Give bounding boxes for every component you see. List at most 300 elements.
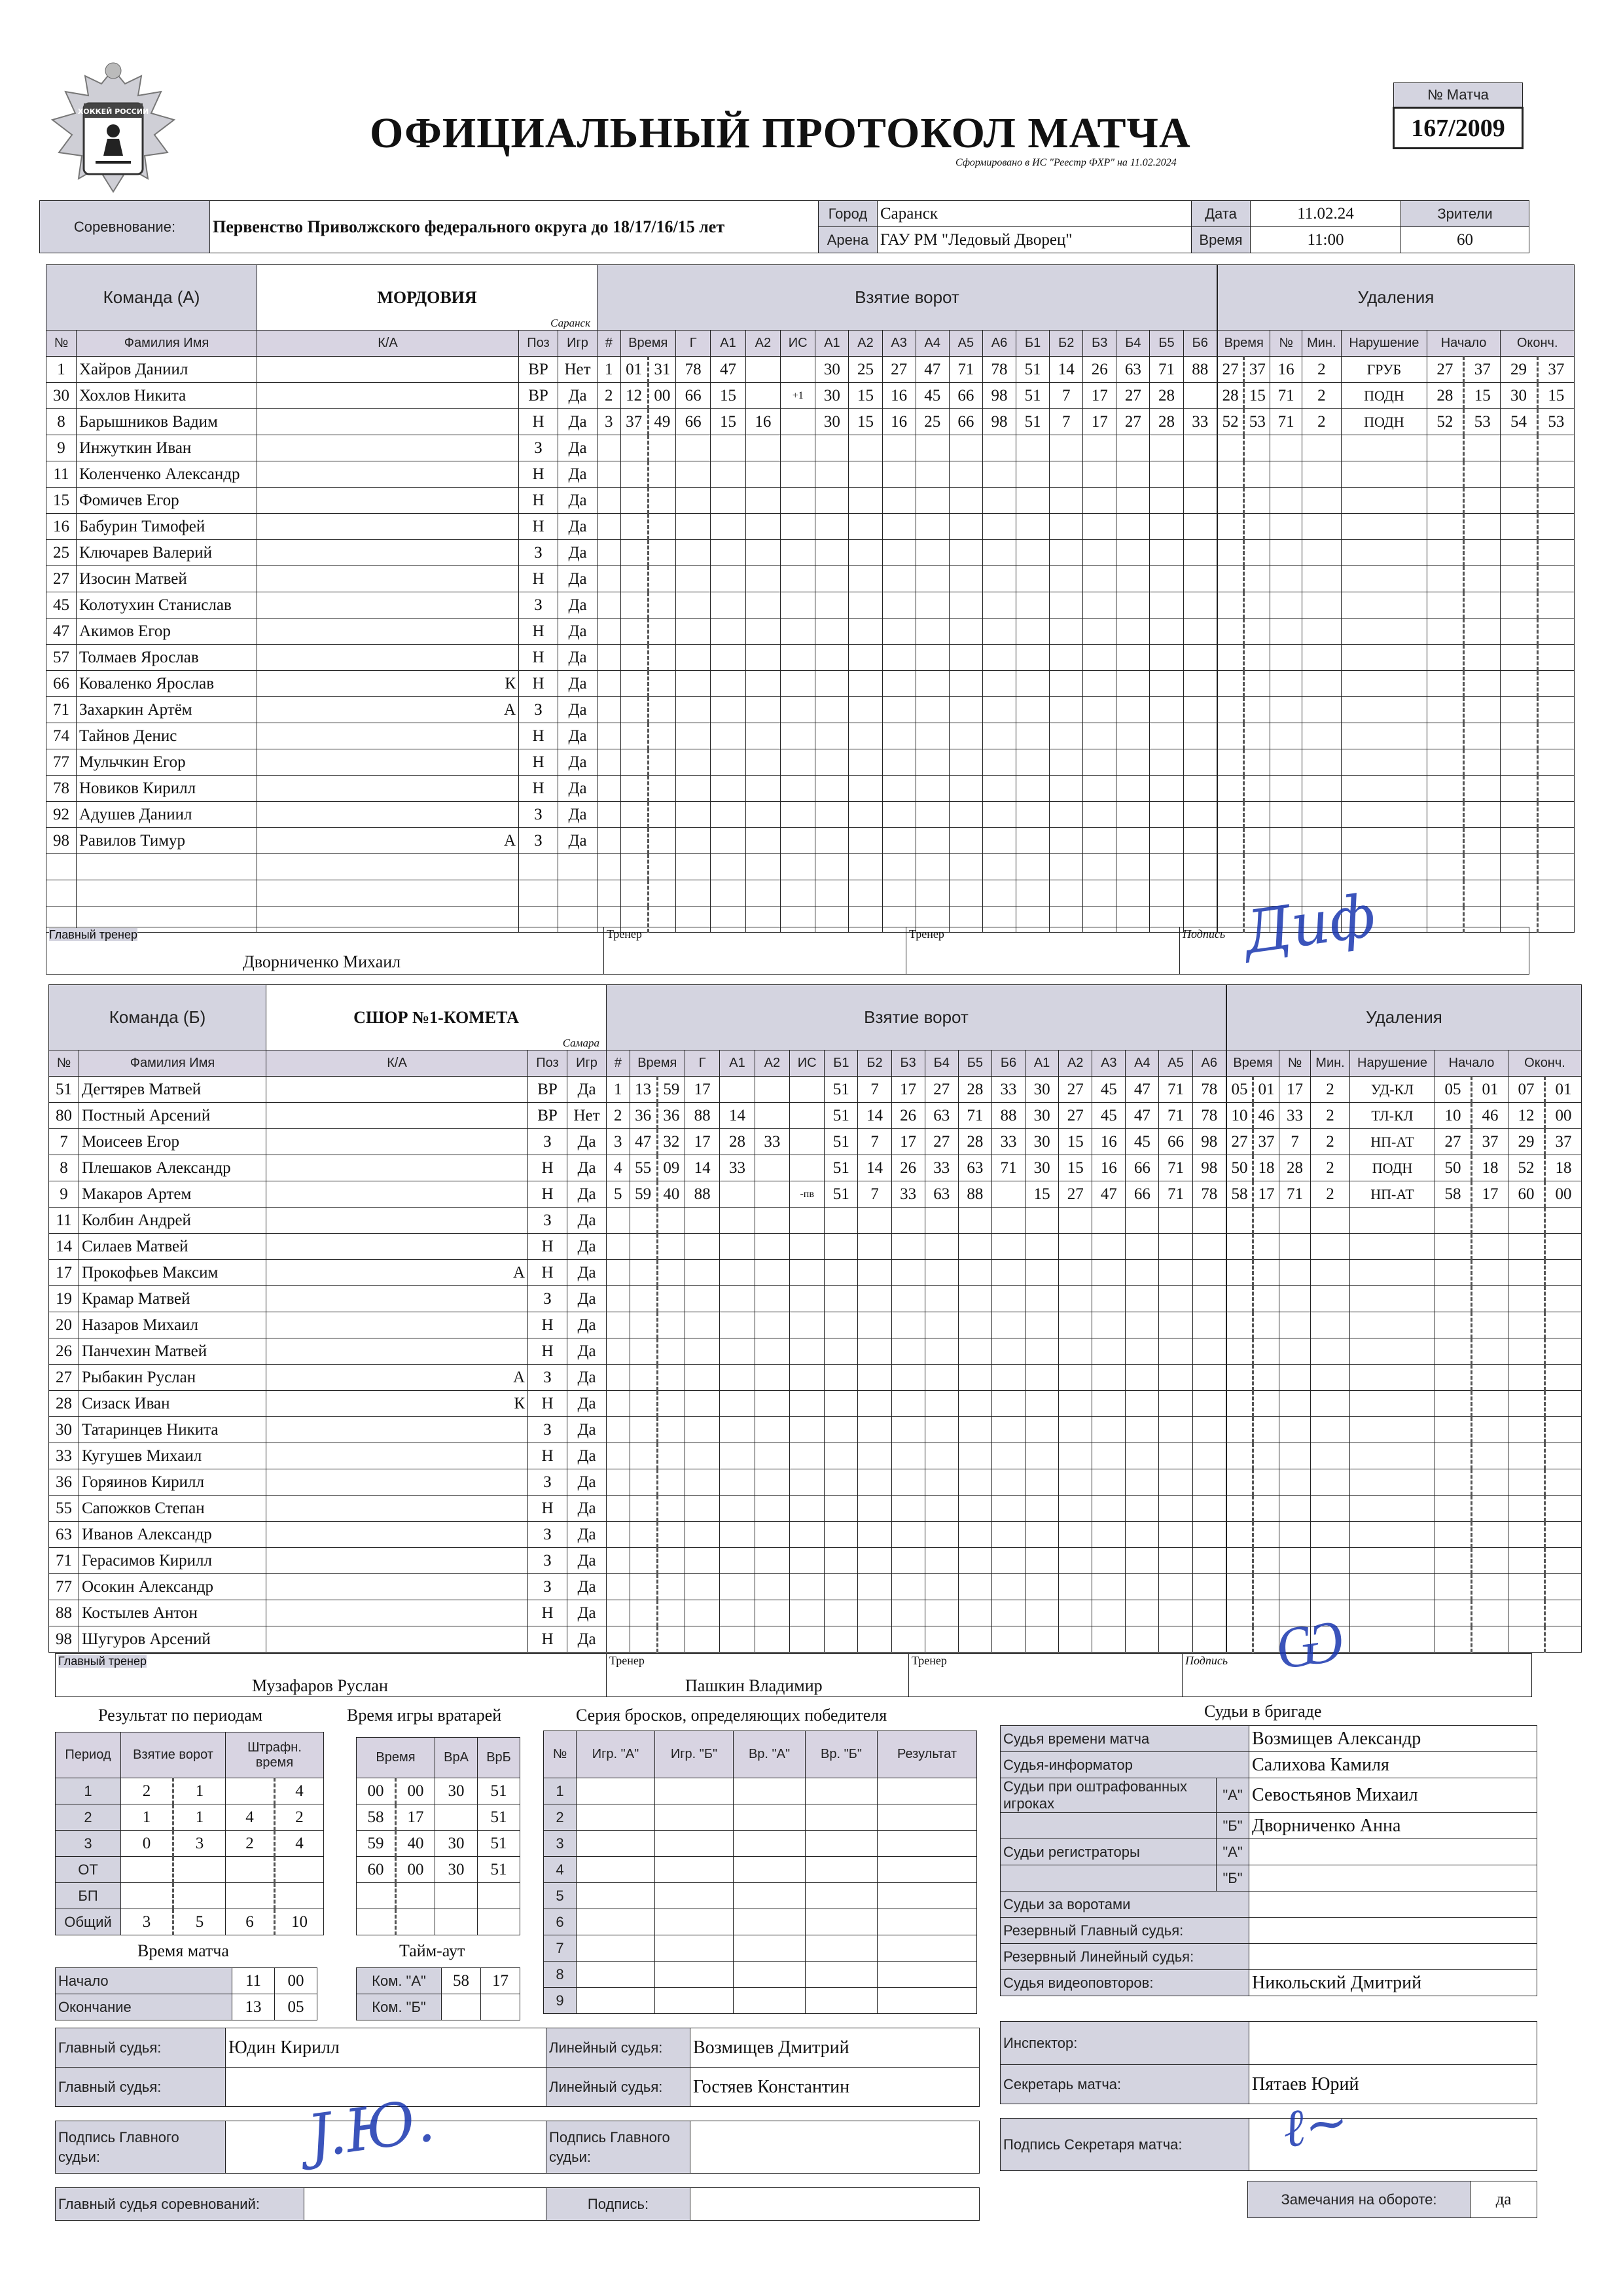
goal-empty-cell <box>891 1548 925 1574</box>
penalty-empty-cell <box>1350 1548 1435 1574</box>
penalty-row <box>1218 619 1575 645</box>
goal-empty-cell <box>858 1496 891 1522</box>
official-name <box>1249 1865 1537 1892</box>
player-name: Назаров Михаил <box>79 1312 266 1338</box>
official-label: Судья времени матча <box>1001 1726 1249 1752</box>
penalty-end-sec: 01 <box>1545 1077 1582 1103</box>
goal-empty-cell <box>630 1417 657 1443</box>
period-goals-b: 5 <box>173 1909 226 1935</box>
penalty-empty-cell <box>1311 1443 1350 1469</box>
goalie-b: 51 <box>478 1857 520 1883</box>
penalty-empty-cell <box>1435 1365 1472 1391</box>
goal-empty-cell <box>781 802 815 828</box>
penalty-empty-cell <box>1279 1496 1311 1522</box>
player-role <box>266 1181 528 1208</box>
period-goals-b: 1 <box>173 1804 226 1831</box>
official-row <box>1001 1918 1537 1944</box>
goal-opp-ice-player: 17 <box>1083 409 1116 435</box>
goalies-title: Время игры вратарей <box>347 1706 502 1725</box>
penalty-empty-cell <box>1435 1208 1472 1234</box>
goal-empty-cell <box>1092 1234 1126 1260</box>
goal-minute: 59 <box>630 1181 657 1208</box>
goal-empty-cell <box>1083 749 1116 776</box>
goal-opp-ice-header: Б6 <box>1183 331 1217 357</box>
goal-empty-cell <box>630 1338 657 1365</box>
goal-empty-cell <box>1092 1443 1126 1469</box>
goal-empty-cell <box>620 435 648 461</box>
penalty-empty-cell <box>1508 1574 1545 1600</box>
shootout-empty-cell <box>806 1883 878 1909</box>
main-referee-1-label: Главный судья: <box>56 2028 226 2068</box>
penalty-empty-cell <box>1501 776 1537 802</box>
penalty-empty-cell <box>1253 1312 1279 1338</box>
goal-empty-cell <box>1026 1443 1059 1469</box>
team-a-name-text: МОРДОВИЯ <box>377 287 477 307</box>
penalty-empty-cell <box>1244 514 1270 540</box>
goal-empty-cell <box>720 1312 755 1338</box>
official-name: Никольский Дмитрий <box>1249 1970 1537 1996</box>
goal-opp-ice-player: 71 <box>1159 1077 1192 1103</box>
goal-empty-cell <box>1150 749 1183 776</box>
goal-empty-cell <box>1083 854 1116 880</box>
goal-empty-cell <box>720 1443 755 1469</box>
goal-opp-ice-header: Б1 <box>1016 331 1050 357</box>
goal-empty-cell <box>1159 1208 1192 1234</box>
goal-empty-cell <box>597 488 621 514</box>
player-played: Да <box>558 514 597 540</box>
player-position: З <box>519 802 558 828</box>
goal-opp-ice-header: А1 <box>1026 1050 1059 1077</box>
penalty-empty-cell <box>1537 566 1574 592</box>
penalty-empty-cell <box>1270 749 1302 776</box>
penalty-empty-cell <box>1350 1234 1435 1260</box>
penalty-empty-cell <box>1435 1469 1472 1496</box>
goal-empty-cell <box>1150 461 1183 488</box>
goal-empty-cell <box>916 461 949 488</box>
goal-empty-cell <box>790 1522 825 1548</box>
goal-on-ice-player: 26 <box>891 1103 925 1129</box>
goal-empty-cell <box>882 592 916 619</box>
goal-empty-cell <box>1026 1574 1059 1600</box>
goal-empty-cell <box>1092 1338 1126 1365</box>
goal-situation-header: ИС <box>790 1050 825 1077</box>
team-a-player-row <box>46 357 597 383</box>
penalty-end-header: Оконч. <box>1501 331 1575 357</box>
penalty-row <box>1218 645 1575 671</box>
penalty-empty-cell <box>1545 1548 1582 1574</box>
goal-empty-cell <box>1150 540 1183 566</box>
goal-num-header: # <box>607 1050 630 1077</box>
penalty-empty-cell <box>1545 1208 1582 1234</box>
match-time-table <box>55 1967 317 2020</box>
goal-empty-cell <box>607 1522 630 1548</box>
penalty-empty-cell <box>1302 671 1341 697</box>
player-position: З <box>528 1574 567 1600</box>
penalty-empty-cell <box>1244 671 1270 697</box>
shootout-empty-cell <box>734 1935 806 1962</box>
penalty-empty-cell <box>1427 723 1463 749</box>
penalty-empty-cell <box>1270 435 1302 461</box>
player-number: 8 <box>46 409 77 435</box>
match-info-table <box>39 200 1529 253</box>
goal-empty-cell <box>745 854 780 880</box>
player-role <box>257 357 519 383</box>
penalty-empty-cell <box>1253 1208 1279 1234</box>
penalty-empty-cell <box>1218 749 1244 776</box>
goal-opp-ice-player: 30 <box>1026 1077 1059 1103</box>
team-a-player-row <box>46 540 597 566</box>
period-header: Период <box>56 1732 121 1778</box>
goal-empty-cell <box>891 1365 925 1391</box>
goal-empty-cell <box>597 776 621 802</box>
goal-empty-cell <box>620 776 648 802</box>
goal-assist1 <box>720 1181 755 1208</box>
goal-empty-cell <box>991 1600 1025 1626</box>
goal-empty-cell <box>676 671 711 697</box>
penalty-empty-cell <box>1342 619 1427 645</box>
player-played: Да <box>567 1365 607 1391</box>
shootout-empty-cell <box>577 1831 655 1857</box>
player-number: 55 <box>49 1496 79 1522</box>
goal-empty-cell <box>1150 514 1183 540</box>
goal-empty-cell <box>825 1522 858 1548</box>
penalty-empty-cell <box>1537 802 1574 828</box>
shootout-empty-cell <box>806 1935 878 1962</box>
goal-empty-cell <box>1116 671 1150 697</box>
goal-second: 31 <box>648 357 675 383</box>
goal-empty-cell <box>1159 1286 1192 1312</box>
penalty-empty-cell <box>1427 802 1463 828</box>
penalty-empty-cell <box>1435 1338 1472 1365</box>
goal-on-ice-player: 14 <box>858 1103 891 1129</box>
goal-empty-cell <box>1026 1626 1059 1653</box>
goal-row <box>597 723 1217 749</box>
goal-empty-cell <box>620 723 648 749</box>
shootout-empty-cell <box>655 1962 734 1988</box>
goal-empty-cell <box>891 1469 925 1496</box>
goal-empty-cell <box>630 1522 657 1548</box>
goal-empty-cell <box>991 1208 1025 1234</box>
goal-empty-cell <box>1150 776 1183 802</box>
goal-opp-ice-player: 14 <box>1050 357 1083 383</box>
penalty-empty-cell <box>1302 802 1341 828</box>
penalty-minutes: 2 <box>1311 1181 1350 1208</box>
player-position: З <box>519 697 558 723</box>
goal-empty-cell <box>781 645 815 671</box>
penalty-empty-cell <box>1427 828 1463 854</box>
shootout-row <box>544 1909 977 1935</box>
shootout-empty-cell <box>655 1883 734 1909</box>
goal-empty-cell <box>620 514 648 540</box>
penalty-end-sec: 00 <box>1545 1181 1582 1208</box>
goal-empty-cell <box>657 1286 685 1312</box>
penalty-row <box>1227 1365 1582 1391</box>
roster-ka-header: К/А <box>266 1050 528 1077</box>
team-a-player-row <box>46 802 597 828</box>
goal-empty-cell <box>1159 1391 1192 1417</box>
secretary-signature: ℓ~ <box>1278 2090 1353 2160</box>
goal-empty-cell <box>825 1443 858 1469</box>
goal-empty-cell <box>790 1600 825 1626</box>
penalty-player: 71 <box>1270 383 1302 409</box>
goal-empty-cell <box>1116 645 1150 671</box>
goal-opp-ice-player: 71 <box>1159 1103 1192 1129</box>
shootout-empty-cell <box>655 1804 734 1831</box>
goal-second: 59 <box>657 1077 685 1103</box>
goal-empty-cell <box>858 1260 891 1286</box>
goal-empty-cell <box>685 1548 720 1574</box>
penalty-row <box>1227 1391 1582 1417</box>
player-number: 71 <box>49 1548 79 1574</box>
player-played: Да <box>558 409 597 435</box>
goal-empty-cell <box>982 802 1016 828</box>
penalty-empty-cell <box>1472 1338 1508 1365</box>
goal-empty-cell <box>657 1626 685 1653</box>
penalty-empty-cell <box>1350 1469 1435 1496</box>
goal-empty-cell <box>1183 854 1217 880</box>
goalie-a <box>435 1804 478 1831</box>
goal-empty-cell <box>1059 1338 1092 1365</box>
goal-empty-cell <box>620 697 648 723</box>
goal-empty-cell <box>916 435 949 461</box>
goal-on-ice-player: 88 <box>991 1103 1025 1129</box>
team-a-city: Саранск <box>550 317 591 329</box>
goal-empty-cell <box>676 723 711 749</box>
goal-empty-cell <box>676 802 711 828</box>
player-number: 30 <box>49 1417 79 1443</box>
goal-empty-cell <box>1026 1417 1059 1443</box>
player-played: Да <box>567 1208 607 1234</box>
player-number: 98 <box>49 1626 79 1653</box>
penalty-row <box>1218 671 1575 697</box>
player-name: Равилов Тимур <box>77 828 257 854</box>
goal-empty-cell <box>1016 488 1050 514</box>
competition-judge-label: Главный судья соревнований: <box>56 2188 304 2221</box>
goal-empty-cell <box>982 435 1016 461</box>
penalty-empty-cell <box>1311 1286 1350 1312</box>
goal-empty-cell <box>916 697 949 723</box>
penalty-player: 33 <box>1279 1103 1311 1129</box>
penalty-empty-cell <box>1311 1469 1350 1496</box>
penalty-empty-cell <box>1435 1260 1472 1286</box>
goal-situation <box>790 1155 825 1181</box>
goal-empty-cell <box>781 461 815 488</box>
penalty-empty-cell <box>1227 1312 1253 1338</box>
goal-empty-cell <box>676 488 711 514</box>
goal-scorer: 88 <box>685 1103 720 1129</box>
penalty-empty-cell <box>1279 1208 1311 1234</box>
goal-empty-cell <box>1092 1626 1126 1653</box>
goal-empty-cell <box>925 1443 958 1469</box>
player-name: Крамар Матвей <box>79 1286 266 1312</box>
penalty-empty-cell <box>1270 566 1302 592</box>
penalty-start-min: 50 <box>1435 1155 1472 1181</box>
goal-empty-cell <box>648 461 675 488</box>
goal-empty-cell <box>755 1548 789 1574</box>
signature-label: Подпись <box>1183 927 1226 941</box>
goal-empty-cell <box>657 1574 685 1600</box>
penalty-empty-cell <box>1218 854 1244 880</box>
goal-empty-cell <box>755 1626 789 1653</box>
player-number: 45 <box>46 592 77 619</box>
player-role <box>257 645 519 671</box>
team-b-player-row <box>49 1286 607 1312</box>
shootout-empty-cell <box>655 1778 734 1804</box>
player-position: З <box>528 1417 567 1443</box>
goal-empty-cell <box>858 1443 891 1469</box>
goal-empty-cell <box>607 1417 630 1443</box>
penalty-empty-cell <box>1302 540 1341 566</box>
penalty-end-min: 29 <box>1501 357 1537 383</box>
goal-empty-cell <box>991 1365 1025 1391</box>
player-number: 27 <box>46 566 77 592</box>
player-played <box>558 880 597 906</box>
penalty-empty-cell <box>1227 1443 1253 1469</box>
goal-empty-cell <box>958 1208 991 1234</box>
penalty-end-min: 60 <box>1508 1181 1545 1208</box>
official-label: Судьи за воротами <box>1001 1892 1249 1918</box>
goal-on-ice-player: 15 <box>849 409 882 435</box>
team-a-player-row <box>46 435 597 461</box>
goal-empty-cell <box>781 749 815 776</box>
goal-empty-cell <box>825 1338 858 1365</box>
goal-empty-cell <box>711 828 745 854</box>
goal-empty-cell <box>1026 1365 1059 1391</box>
official-name <box>1249 1839 1537 1865</box>
team-a-coach2-cell <box>906 927 1180 975</box>
goal-on-ice-player: 88 <box>958 1181 991 1208</box>
period-penalty-a <box>226 1883 275 1909</box>
penalty-minutes: 2 <box>1311 1155 1350 1181</box>
penalty-second: 46 <box>1253 1103 1279 1129</box>
player-role <box>266 1338 528 1365</box>
goal-empty-cell <box>849 540 882 566</box>
goalie-second: 17 <box>396 1804 435 1831</box>
goal-minute: 55 <box>630 1155 657 1181</box>
player-name: Татаринцев Никита <box>79 1417 266 1443</box>
goal-empty-cell <box>630 1443 657 1469</box>
penalty-empty-cell <box>1508 1469 1545 1496</box>
goal-on-ice-player: 27 <box>882 357 916 383</box>
penalty-start-sec: 17 <box>1472 1181 1508 1208</box>
goal-empty-cell <box>849 461 882 488</box>
goal-empty-cell <box>916 645 949 671</box>
goal-empty-cell <box>1050 802 1083 828</box>
goal-empty-cell <box>1159 1338 1192 1365</box>
goal-empty-cell <box>607 1496 630 1522</box>
shootout-title: Серия бросков, определяющих победителя <box>576 1706 887 1725</box>
goal-empty-cell <box>711 566 745 592</box>
team-b-player-row <box>49 1365 607 1391</box>
player-position: Н <box>528 1443 567 1469</box>
shootout-table <box>543 1731 977 2014</box>
goal-empty-cell <box>755 1496 789 1522</box>
goal-empty-cell <box>1150 435 1183 461</box>
official-label: Судья видеоповторов: <box>1001 1970 1249 1996</box>
penalty-end-sec: 18 <box>1545 1155 1582 1181</box>
goal-empty-cell <box>607 1391 630 1417</box>
goal-opp-ice-player: 47 <box>1126 1077 1159 1103</box>
goal-empty-cell <box>1016 697 1050 723</box>
goalie-empty-cell <box>357 1909 396 1935</box>
goal-empty-cell <box>1126 1391 1159 1417</box>
remarks-value: да <box>1471 2181 1537 2218</box>
svg-text:ХОККЕЙ РОССИИ: ХОККЕЙ РОССИИ <box>77 107 149 116</box>
goal-row <box>597 540 1217 566</box>
penalty-num-header: № <box>1270 331 1302 357</box>
penalty-row <box>1218 357 1575 383</box>
goal-empty-cell <box>790 1391 825 1417</box>
penalty-empty-cell <box>1302 566 1341 592</box>
goal-empty-cell <box>630 1208 657 1234</box>
goal-empty-cell <box>620 619 648 645</box>
goal-empty-cell <box>657 1443 685 1469</box>
penalty-empty-cell <box>1279 1417 1311 1443</box>
goal-row <box>607 1443 1226 1469</box>
goal-empty-cell <box>720 1234 755 1260</box>
goal-empty-cell <box>1126 1338 1159 1365</box>
goal-empty-cell <box>685 1365 720 1391</box>
penalty-row <box>1218 566 1575 592</box>
goal-situation <box>781 357 815 383</box>
penalty-empty-cell <box>1350 1522 1435 1548</box>
team-b-player-row <box>49 1077 607 1103</box>
penalty-empty-cell <box>1218 488 1244 514</box>
goal-empty-cell <box>676 645 711 671</box>
goal-empty-cell <box>657 1417 685 1443</box>
goals-section-title: Взятие ворот <box>607 985 1226 1050</box>
goal-empty-cell <box>949 802 982 828</box>
penalty-empty-cell <box>1227 1417 1253 1443</box>
goal-empty-cell <box>1092 1600 1126 1626</box>
goal-opp-ice-player: 66 <box>1126 1155 1159 1181</box>
goal-empty-cell <box>676 619 711 645</box>
penalty-empty-cell <box>1501 697 1537 723</box>
goal-on-ice-player: 7 <box>858 1129 891 1155</box>
goal-empty-cell <box>630 1260 657 1286</box>
goal-row <box>607 1208 1226 1234</box>
goal-empty-cell <box>1116 435 1150 461</box>
player-role <box>266 1469 528 1496</box>
goal-empty-cell <box>781 514 815 540</box>
goal-empty-cell <box>916 854 949 880</box>
goal-empty-cell <box>1083 671 1116 697</box>
goal-row <box>597 749 1217 776</box>
goal-on-ice-header: А2 <box>849 331 882 357</box>
penalty-empty-cell <box>1472 1391 1508 1417</box>
penalty-empty-cell <box>1311 1338 1350 1365</box>
goal-empty-cell <box>1059 1365 1092 1391</box>
goal-empty-cell <box>882 540 916 566</box>
spectators-value: 60 <box>1401 227 1529 253</box>
goal-empty-cell <box>1150 619 1183 645</box>
officials-table <box>1000 1725 1537 1996</box>
goal-empty-cell <box>630 1286 657 1312</box>
goal-empty-cell <box>711 776 745 802</box>
goal-row <box>607 1260 1226 1286</box>
goal-empty-cell <box>1183 619 1217 645</box>
goal-on-ice-player: 71 <box>991 1155 1025 1181</box>
player-name <box>77 880 257 906</box>
goal-on-ice-player: 27 <box>925 1077 958 1103</box>
penalty-empty-cell <box>1464 776 1501 802</box>
player-number: 51 <box>49 1077 79 1103</box>
remarks-label: Замечания на обороте: <box>1248 2181 1471 2218</box>
penalty-row <box>1227 1496 1582 1522</box>
player-number <box>46 854 77 880</box>
player-number: 71 <box>46 697 77 723</box>
goal-empty-cell <box>891 1312 925 1338</box>
